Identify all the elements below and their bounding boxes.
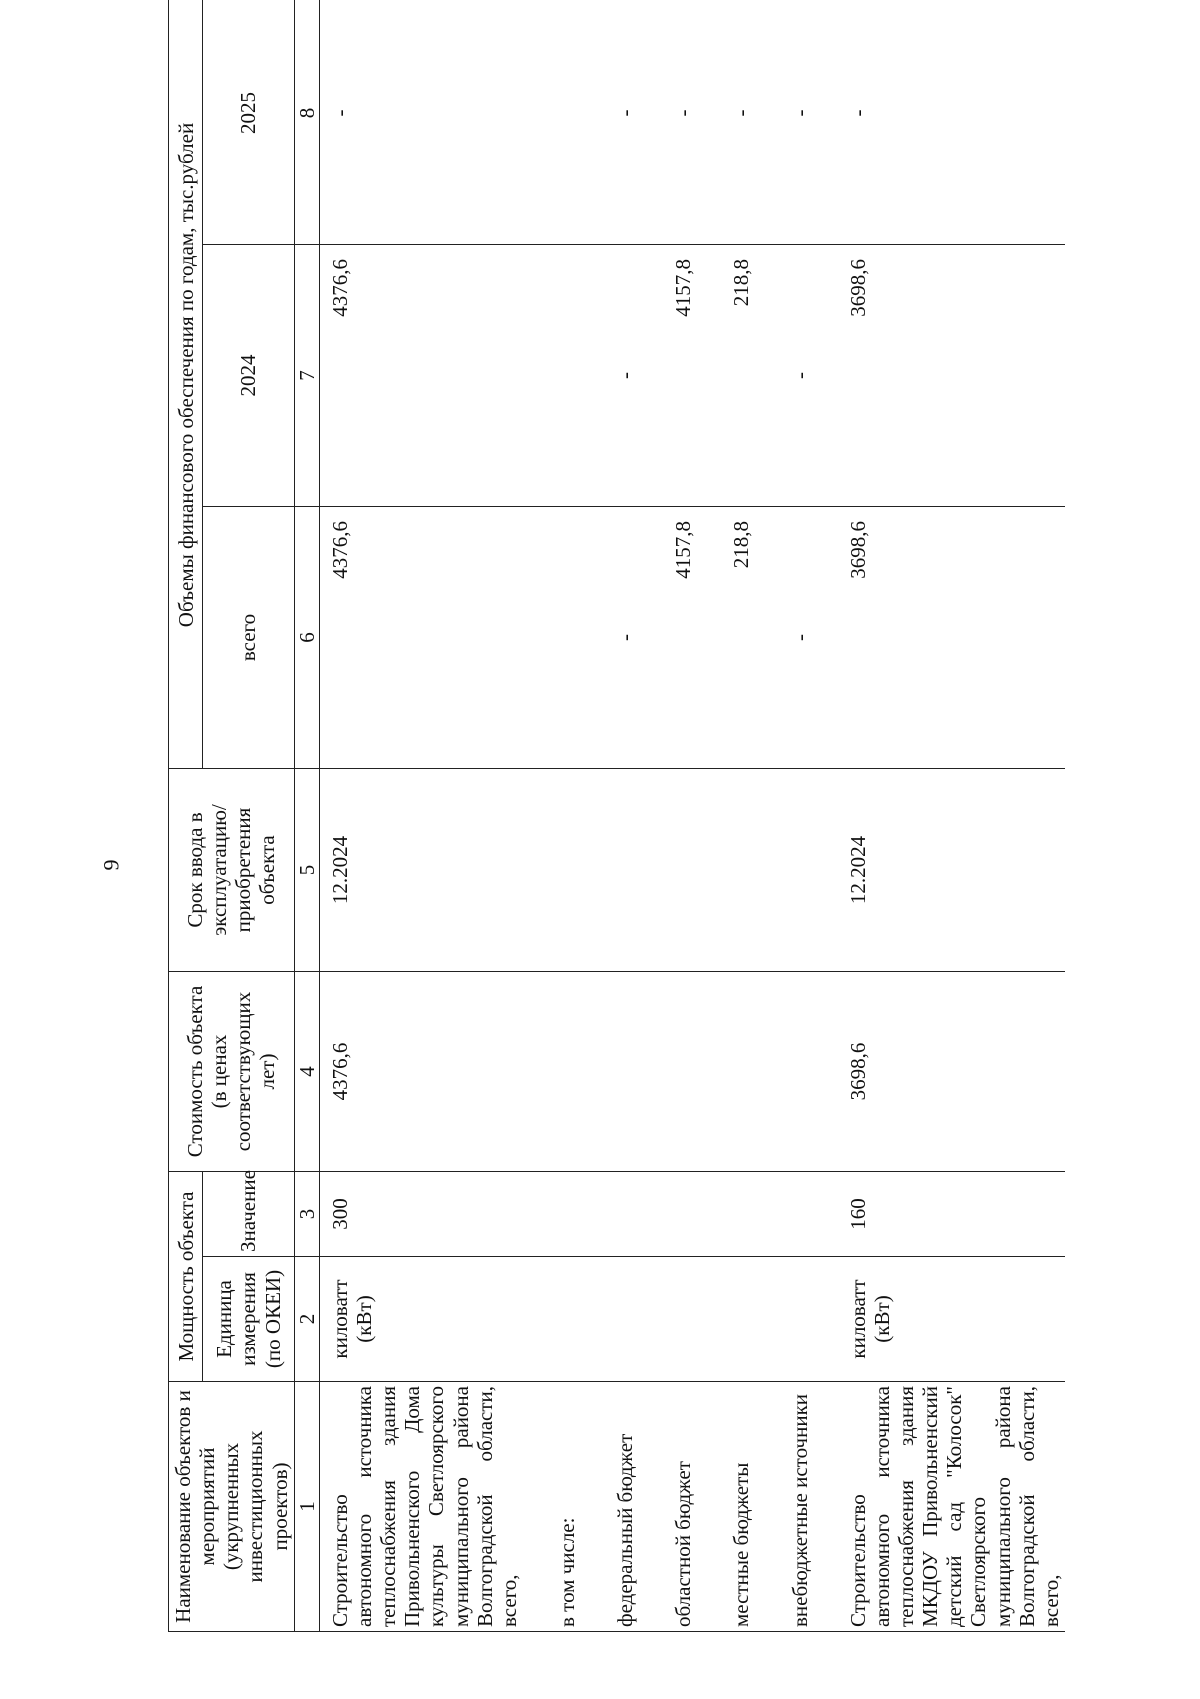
header-finance: Объемы финансового обеспечения по годам, тыс.рублей (169, 0, 203, 769)
index-cell: 4 (294, 972, 319, 1172)
row-name: внебюджетные источники (786, 1382, 814, 1632)
row-total: 3698,6 (844, 507, 1065, 769)
row-2025: - (786, 0, 814, 245)
row-2024: - (611, 245, 639, 507)
header-capacity: Мощность объекта (169, 1172, 203, 1382)
row-2024: 218,8 (727, 245, 755, 507)
row-2024: 3698,6 (844, 245, 1065, 507)
row-2025: - (844, 0, 1065, 245)
index-cell: 7 (294, 245, 319, 507)
row-value: 160 (844, 1172, 1065, 1257)
table-row (786, 0, 814, 1632)
row-value: 300 (319, 1172, 523, 1257)
row-name: Строительство автономного источника теплоснабжения здания МКДОУ Привольненский детский сад "Колосок" Светлоярского муниципального района Волгоградской области, всего, (844, 1382, 1065, 1632)
row-2025: - (319, 0, 523, 245)
row-name: в том числе: (553, 1382, 581, 1632)
header-total: всего (203, 507, 294, 769)
header-name: Наименование объектов и мероприятий (укрупненных инвестиционных проектов) (169, 1382, 295, 1632)
row-name: Строительство автономного источника теплоснабжения здания Привольненского Дома культуры Светлоярского муниципального района Волгоградской области, всего, (319, 1382, 523, 1632)
table-row (553, 0, 581, 1632)
table-row (611, 0, 639, 1632)
header-cost: Стоимость объекта (в ценах соответствующих лет) (169, 972, 295, 1172)
row-2024: 4376,6 (319, 245, 523, 507)
header-term: Срок ввода в эксплуатацию/ приобретения объекта (169, 769, 295, 972)
row-total: - (611, 507, 639, 769)
row-2025: - (669, 0, 697, 245)
row-2025: - (727, 0, 755, 245)
row-name: федеральный бюджет (611, 1382, 639, 1632)
header-2024: 2024 (203, 245, 294, 507)
investment-table (168, 0, 1065, 1632)
table-row (669, 0, 697, 1632)
table-row (319, 0, 523, 1632)
row-unit: киловатт (кВт) (844, 1257, 1065, 1382)
index-cell: 3 (294, 1172, 319, 1257)
index-cell: 8 (294, 0, 319, 245)
header-value: Значение (203, 1172, 294, 1257)
header-unit: Единица измерения (по ОКЕИ) (203, 1257, 294, 1382)
index-cell: 1 (294, 1382, 319, 1632)
index-cell: 2 (294, 1257, 319, 1382)
table-row (844, 0, 1065, 1632)
index-cell: 5 (294, 769, 319, 972)
row-name: областной бюджет (669, 1382, 697, 1632)
row-cost: 3698,6 (844, 972, 1065, 1172)
row-unit: киловатт (кВт) (319, 1257, 523, 1382)
row-total: 218,8 (727, 507, 755, 769)
row-total: 4376,6 (319, 507, 523, 769)
row-total: - (786, 507, 814, 769)
row-cost: 4376,6 (319, 972, 523, 1172)
header-2025: 2025 (203, 0, 294, 245)
index-cell: 6 (294, 507, 319, 769)
row-2025: - (611, 0, 639, 245)
row-2024: - (786, 245, 814, 507)
row-2024: 4157,8 (669, 245, 697, 507)
table-row (727, 0, 755, 1632)
investment-table-wrap (168, 0, 1065, 1632)
row-term: 12.2024 (319, 769, 523, 972)
page-number: 9 (98, 859, 124, 871)
row-name: местные бюджеты (727, 1382, 755, 1632)
row-term: 12.2024 (844, 769, 1065, 972)
row-total: 4157,8 (669, 507, 697, 769)
